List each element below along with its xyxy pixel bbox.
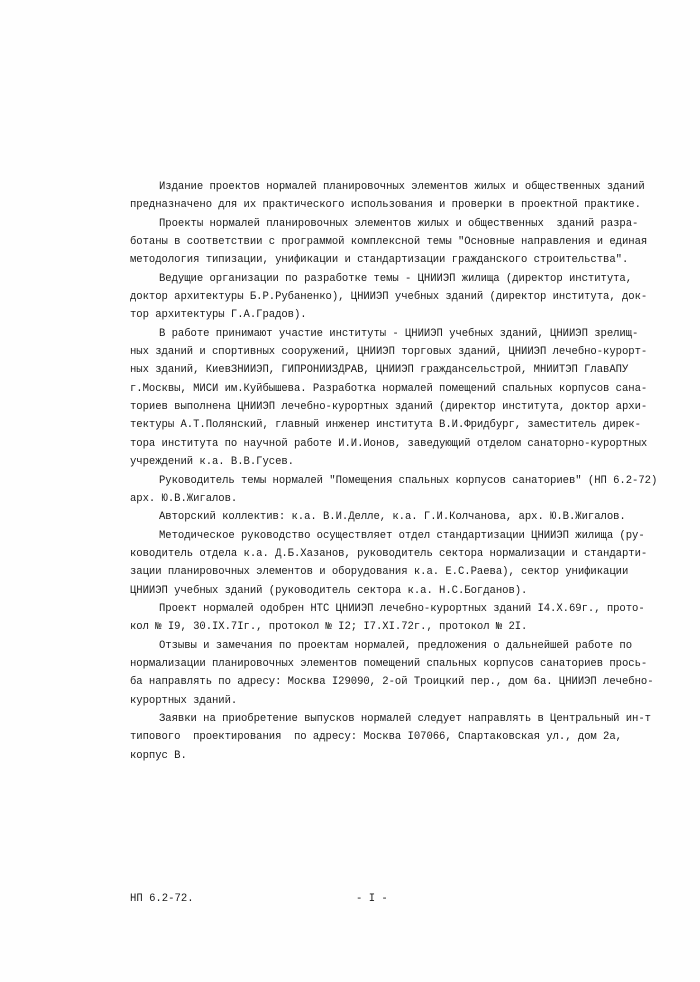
- text-line: ЦНИИЭП учебных зданий (руководитель сектора к.а. Н.С.Богданов).: [130, 584, 528, 597]
- text-line: учреждений к.а. В.В.Гусев.: [130, 456, 294, 469]
- text-line: Проекты нормалей планировочных элементов жилых и общественных зданий разра-: [159, 217, 639, 230]
- text-line: Методическое руководство осуществляет отдел стандартизации ЦНИИЭП жилища (ру-: [159, 529, 645, 542]
- text-line: Руководитель темы нормалей "Помещения спальных корпусов санаториев" (НП 6.2-72): [159, 474, 658, 487]
- paragraph: [130, 527, 648, 600]
- text-line: ториев выполнена ЦНИИЭП лечебно-курортных зданий (директор института, доктор архи-: [130, 401, 648, 414]
- text-line: тора института по научной работе И.И.Ионов, заведующий отделом санаторно-курортных: [130, 437, 648, 450]
- paragraph: [130, 508, 626, 526]
- text-line: корпус В.: [130, 749, 187, 762]
- paragraph: [130, 637, 654, 710]
- text-line: зации планировочных элементов и оборудования к.а. Е.С.Раева), сектор унификации: [130, 566, 629, 579]
- text-line: тор архитектуры Г.А.Градов).: [130, 309, 307, 322]
- paragraph: [130, 710, 651, 765]
- paragraph: [130, 270, 648, 325]
- text-line: Авторский коллектив: к.а. В.И.Делле, к.а. Г.И.Колчанова, арх. Ю.В.Жигалов.: [159, 511, 626, 524]
- text-line: ководитель отдела к.а. Д.Б.Хазанов, руководитель сектора нормализации и стандарти-: [130, 547, 648, 560]
- text-line: курортных зданий.: [130, 694, 238, 707]
- text-line: тектуры А.Т.Полянский, главный инженер института В.И.Фридбург, заместитель дирек-: [130, 419, 641, 432]
- text-line: В работе принимают участие институты - ЦНИИЭП учебных зданий, ЦНИИЭП зрелищ-: [159, 327, 639, 340]
- text-line: нормализации планировочных элементов помещений спальных корпусов санаториев прось-: [130, 657, 648, 670]
- text-line: методология типизации, унификации и стандартизации гражданского строительства".: [130, 254, 629, 267]
- text-line: ных зданий и спортивных сооружений, ЦНИИЭП торговых зданий, ЦНИИЭП лечебно-курорт-: [130, 346, 648, 359]
- paragraph: [130, 215, 648, 270]
- text-line: арх. Ю.В.Жигалов.: [130, 492, 238, 505]
- text-line: ба направлять по адресу: Москва I29090, 2-ой Троицкий пер., дом 6а. ЦНИИЭП лечебно-: [130, 676, 654, 689]
- text-line: Издание проектов нормалей планировочных элементов жилых и общественных зданий: [159, 181, 645, 193]
- text-line: ных зданий, КиевЗНИИЭП, ГИПРОНИИЗДРАВ, ЦНИИЭП граждансельстрой, МНИИТЭП ГлавАПУ: [130, 364, 629, 377]
- text-line: Отзывы и замечания по проектам нормалей, предложения о дальнейшей работе по: [159, 639, 633, 652]
- text-line: Ведущие организации по разработке темы - ЦНИИЭП жилища (директор института,: [159, 272, 633, 285]
- text-line: г.Москвы, МИСИ им.Куйбышева. Разработка нормалей помещений спальных корпусов сана-: [130, 382, 648, 395]
- text-line: Проект нормалей одобрен НТС ЦНИИЭП лечебно-курортных зданий I4.X.69г., прото-: [159, 602, 645, 615]
- paragraph: [130, 472, 658, 509]
- text-line: ботаны в соответствии с программой комплексной темы "Основные направления и единая: [130, 236, 648, 249]
- text-line: кол № I9, 30.IX.7Iг., протокол № I2; I7.XI.72г., протокол № 2I.: [130, 621, 528, 634]
- text-line: типового проектирования по адресу: Москва I07066, Спартаковская ул., дом 2а,: [130, 731, 622, 744]
- document-code: НП 6.2-72.: [130, 893, 194, 905]
- text-line: Заявки на приобретение выпусков нормалей следует направлять в Центральный ин-т: [159, 712, 651, 725]
- document-body: [130, 178, 658, 765]
- text-line: доктор архитектуры Б.Р.Рубаненко), ЦНИИЭП учебных зданий (директор института, док-: [130, 291, 648, 304]
- page-number: - I -: [356, 893, 388, 905]
- paragraph: [130, 600, 645, 637]
- paragraph: [130, 178, 645, 215]
- page-footer: [130, 893, 600, 913]
- text-line: предназначено для их практического использования и проверки в проектной практике.: [130, 199, 641, 212]
- paragraph: [130, 325, 648, 472]
